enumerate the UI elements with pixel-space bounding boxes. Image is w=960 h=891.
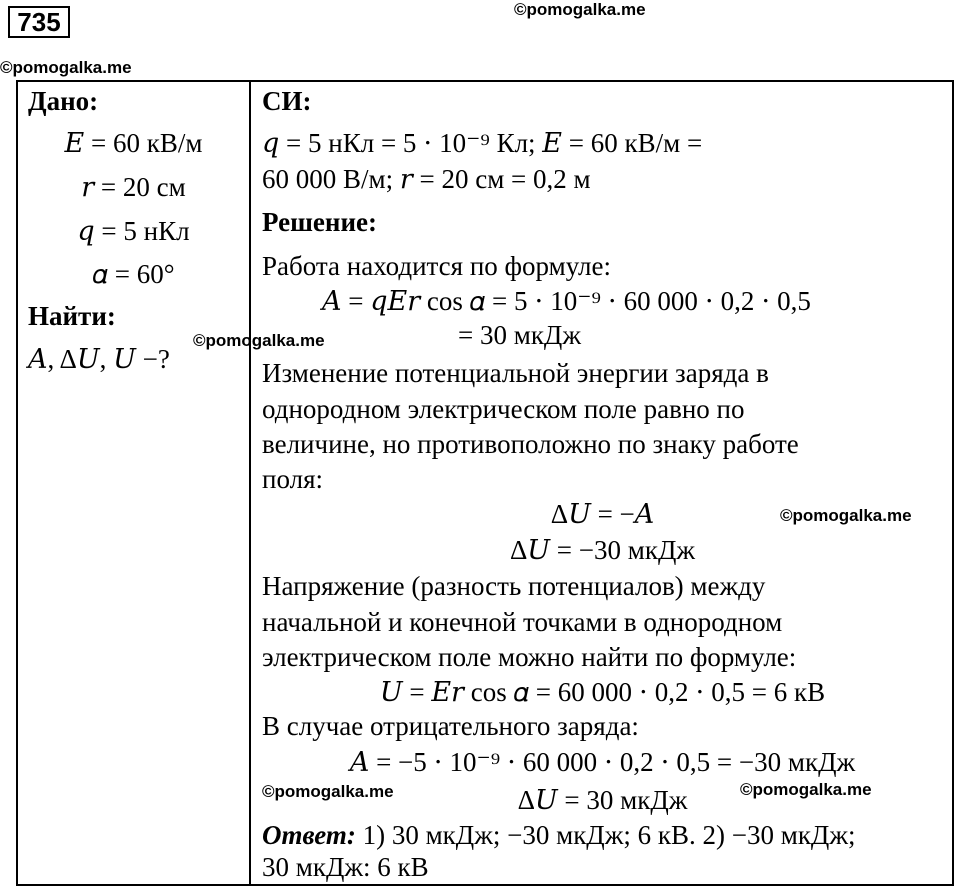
energy-text-3: величине, но противоположно по знаку работе — [262, 429, 799, 459]
answer-label: Ответ: — [262, 820, 356, 850]
si-heading: СИ: — [262, 86, 312, 116]
si-line-2: 60 000 В/м; 𝑟 = 20 см = 0,2 м — [262, 164, 591, 194]
delta-u-value: Δ𝑈 = −30 мкДж — [509, 535, 696, 565]
negative-delta-u: Δ𝑈 = 30 мкДж — [517, 785, 688, 815]
work-intro: Работа находится по формуле: — [262, 251, 611, 281]
solution-heading: Решение: — [262, 207, 377, 237]
watermark-top: ©pomogalka.me — [514, 0, 646, 19]
watermark-bottom-right: ©pomogalka.me — [740, 780, 872, 799]
energy-text-4: поля: — [262, 464, 323, 494]
work-formula-2: = 30 мкДж — [458, 320, 582, 350]
watermark-right: ©pomogalka.me — [780, 506, 912, 525]
given-charge: 𝑞 = 5 нКл — [77, 216, 190, 246]
watermark-left: ©pomogalka.me — [0, 58, 132, 77]
answer-line-1 — [262, 818, 856, 852]
given-distance: 𝑟 = 20 см — [81, 172, 186, 202]
voltage-text-1: Напряжение (разность потенциалов) между — [262, 571, 766, 601]
find-heading: Найти: — [28, 301, 116, 331]
voltage-text-2: начальной и конечной точками в однородном — [262, 607, 783, 637]
energy-text-2: однородном электрическом поле равно по — [262, 394, 745, 424]
answer-values-1: 1) 30 мкДж; −30 мкДж; 6 кВ. 2) −30 мкДж; — [355, 820, 856, 850]
negative-case-text: В случае отрицательного заряда: — [262, 711, 639, 741]
answer-line-2: 30 мкДж: 6 кВ — [262, 852, 429, 882]
find-quantities: 𝐴, Δ𝑈, 𝑈 −? — [28, 344, 170, 374]
watermark-middle: ©pomogalka.me — [193, 331, 325, 350]
problem-number: 735 — [8, 6, 70, 38]
voltage-text-3: электрическом поле можно найти по формуле: — [262, 642, 797, 672]
given-field-strength: 𝐸 = 60 кВ/м — [64, 128, 203, 158]
delta-u-formula: Δ𝑈 = −𝐴 — [550, 499, 655, 529]
given-angle: 𝛼 = 60° — [92, 259, 175, 289]
work-formula-1: 𝐴 = 𝑞𝐸𝑟 cos 𝛼 = 5 ⋅ 10⁻⁹ ⋅ 60 000 ⋅ 0,2 ⋅ 0,5 — [322, 286, 811, 316]
energy-text-1: Изменение потенциальной энергии заряда в — [262, 358, 769, 388]
negative-work-formula: 𝐴 = −5 ⋅ 10⁻⁹ ⋅ 60 000 ⋅ 0,2 ⋅ 0,5 = −30 мкДж — [349, 747, 856, 777]
voltage-formula: 𝑈 = 𝐸𝑟 cos 𝛼 = 60 000 ⋅ 0,2 ⋅ 0,5 = 6 кВ — [379, 677, 826, 707]
given-heading: Дано: — [28, 86, 99, 116]
watermark-bottom-left: ©pomogalka.me — [262, 782, 394, 801]
si-line-1: 𝑞 = 5 нКл = 5 ⋅ 10⁻⁹ Кл; 𝐸 = 60 кВ/м = — [262, 128, 703, 158]
